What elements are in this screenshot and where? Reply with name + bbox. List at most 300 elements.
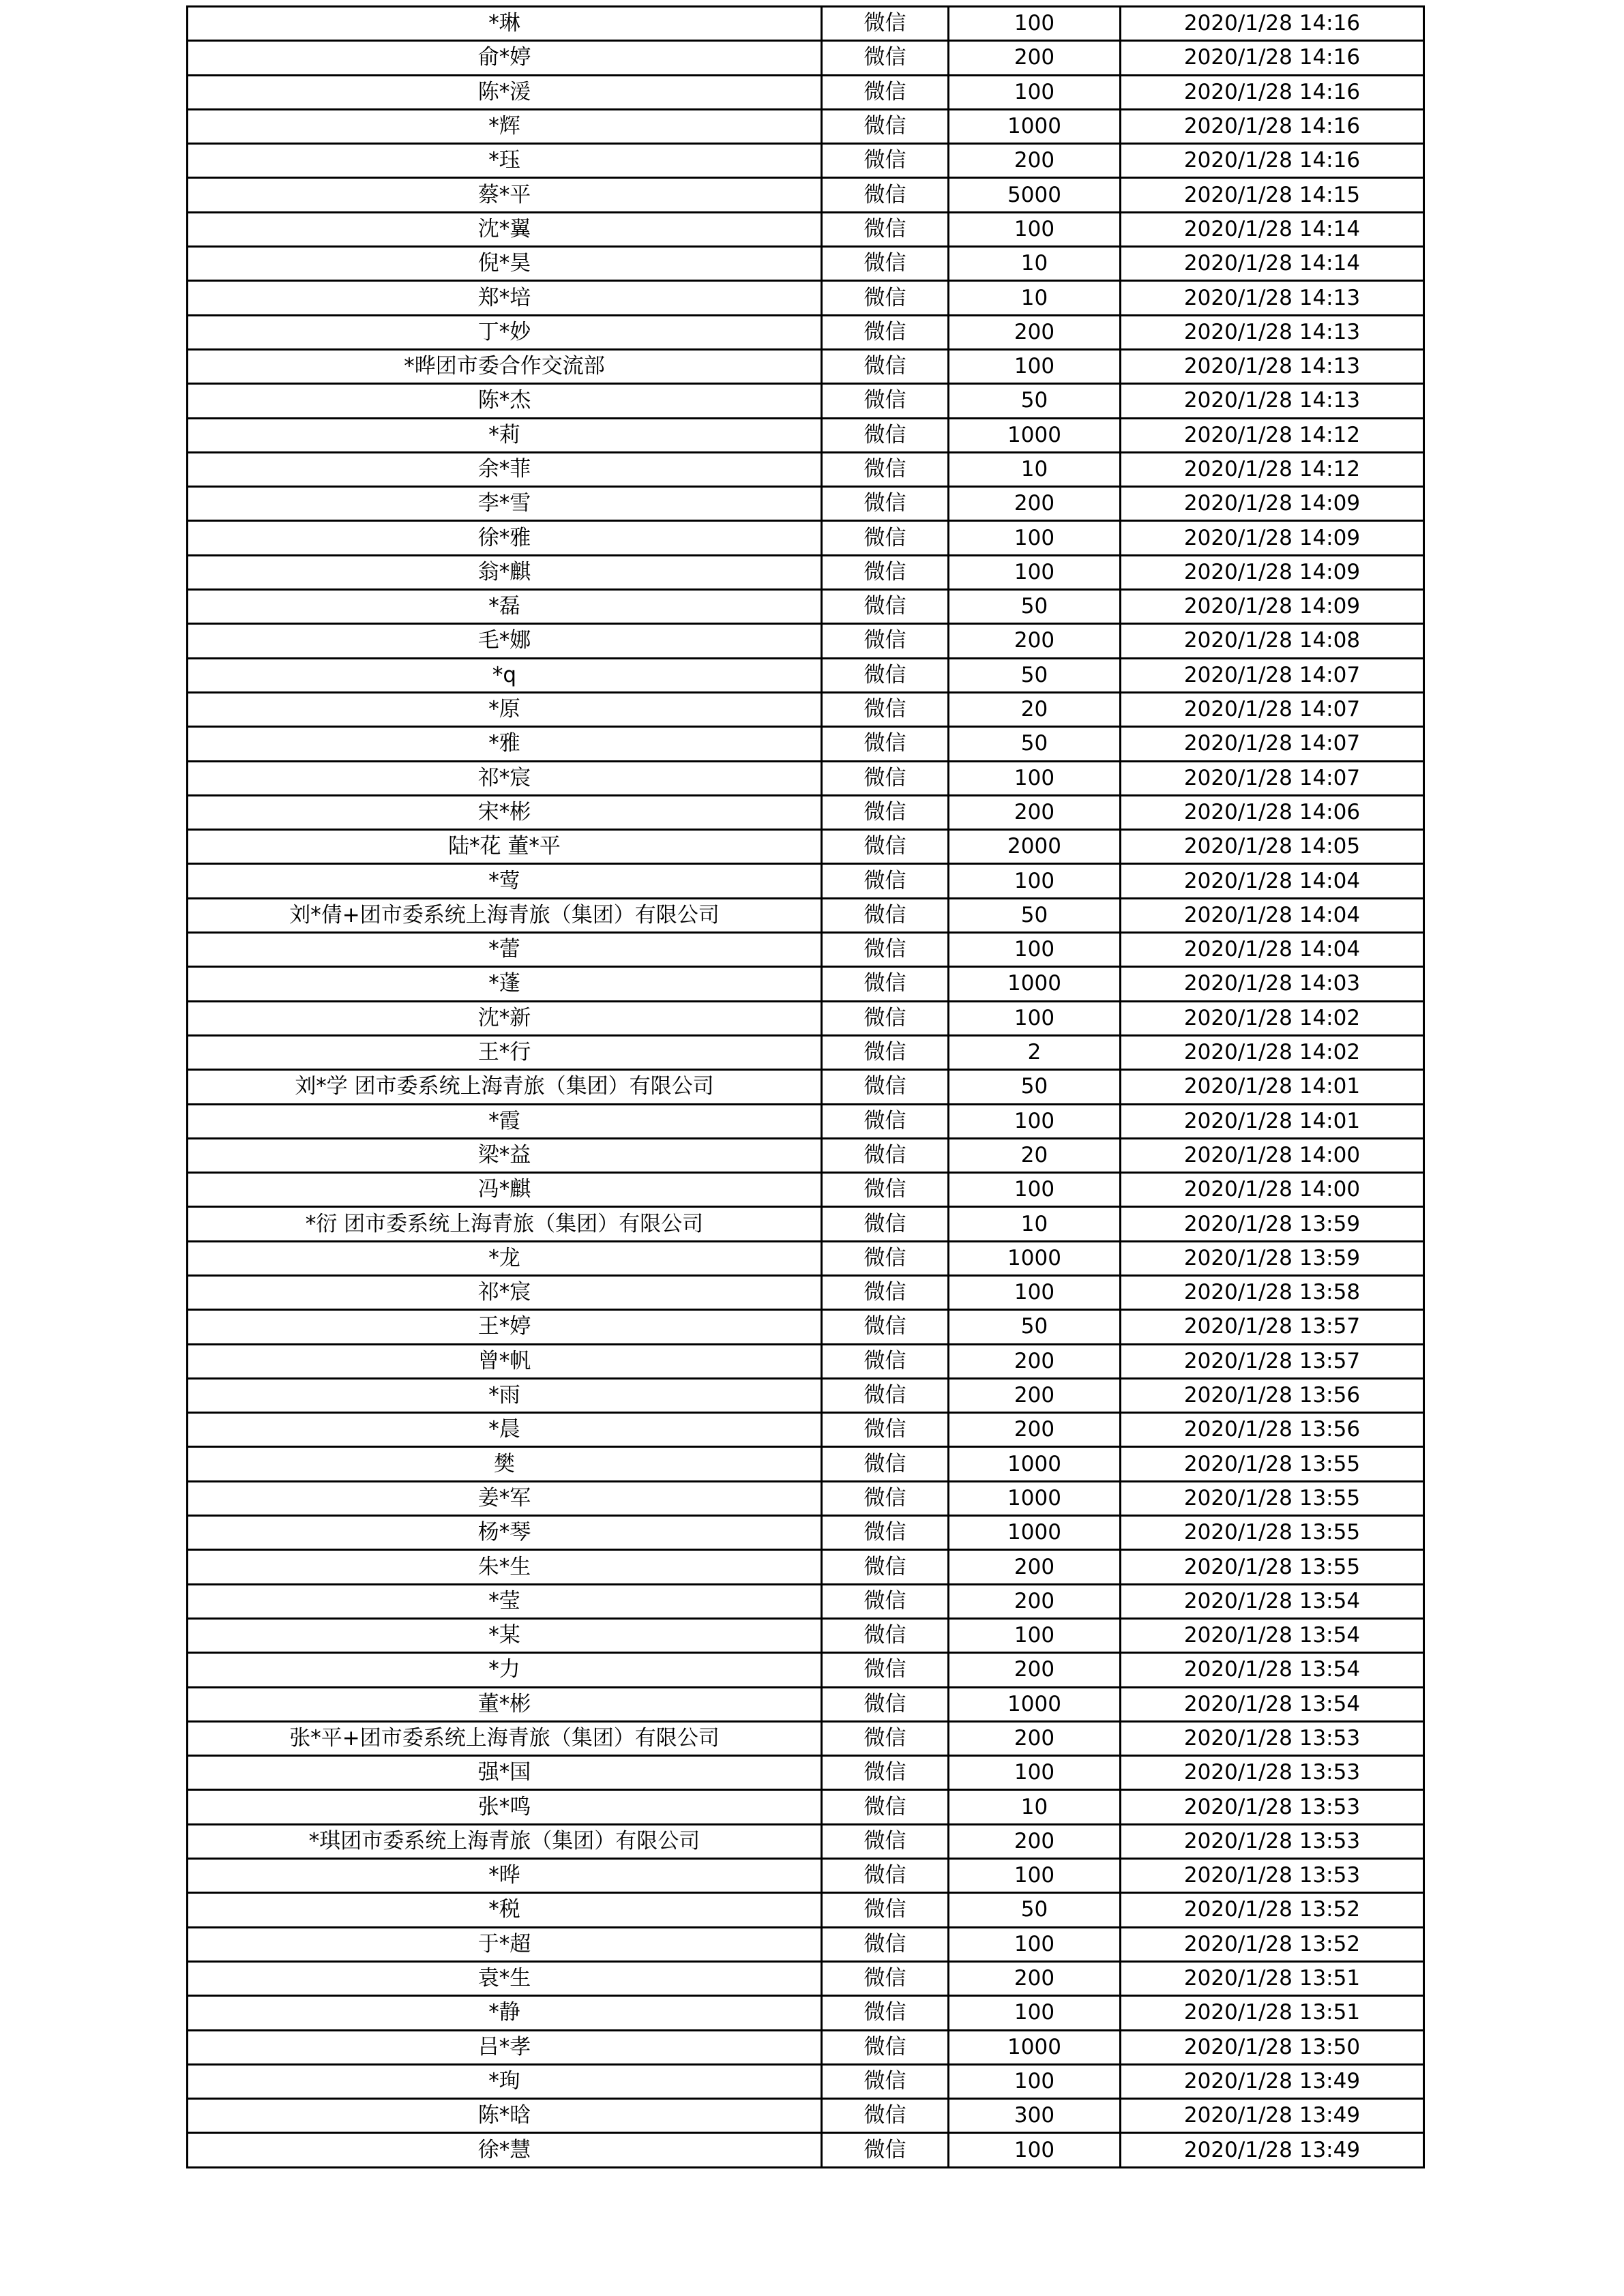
payment-method-cell: 微信 — [822, 1241, 949, 1275]
table-row — [188, 1927, 1424, 1961]
timestamp-cell: 2020/1/28 13:58 — [1121, 1275, 1424, 1309]
amount-cell: 2 — [949, 1035, 1121, 1069]
payment-method-cell: 微信 — [822, 1721, 949, 1755]
table-row — [188, 247, 1424, 281]
payment-method-cell: 微信 — [822, 933, 949, 967]
amount-cell: 50 — [949, 1310, 1121, 1344]
payment-method-cell: 微信 — [822, 1824, 949, 1858]
donor-name-cell: 张*平+团市委系统上海青旅（集团）有限公司 — [188, 1721, 822, 1755]
amount-cell: 1000 — [949, 109, 1121, 143]
table-row — [188, 898, 1424, 932]
donor-name-cell: *磊 — [188, 590, 822, 624]
amount-cell: 1000 — [949, 1516, 1121, 1550]
donor-name-cell: *蕾 — [188, 933, 822, 967]
timestamp-cell: 2020/1/28 13:57 — [1121, 1310, 1424, 1344]
donor-name-cell: 张*鸣 — [188, 1790, 822, 1824]
table-row — [188, 1310, 1424, 1344]
timestamp-cell: 2020/1/28 13:57 — [1121, 1344, 1424, 1378]
donor-name-cell: *晨 — [188, 1413, 822, 1447]
table-row — [188, 692, 1424, 726]
donor-name-cell: 陈*晗 — [188, 2099, 822, 2133]
payment-method-cell: 微信 — [822, 212, 949, 246]
donor-name-cell: 梁*益 — [188, 1138, 822, 1172]
amount-cell: 100 — [949, 349, 1121, 383]
amount-cell: 10 — [949, 1790, 1121, 1824]
table-row — [188, 795, 1424, 829]
amount-cell: 100 — [949, 521, 1121, 555]
timestamp-cell: 2020/1/28 14:06 — [1121, 795, 1424, 829]
timestamp-cell: 2020/1/28 14:07 — [1121, 761, 1424, 795]
payment-method-cell: 微信 — [822, 795, 949, 829]
timestamp-cell: 2020/1/28 14:13 — [1121, 281, 1424, 315]
donor-name-cell: *莹 — [188, 1584, 822, 1618]
amount-cell: 50 — [949, 590, 1121, 624]
timestamp-cell: 2020/1/28 14:08 — [1121, 624, 1424, 658]
amount-cell: 50 — [949, 727, 1121, 761]
payment-method-cell: 微信 — [822, 349, 949, 383]
amount-cell: 100 — [949, 75, 1121, 109]
donor-name-cell: 丁*妙 — [188, 315, 822, 349]
timestamp-cell: 2020/1/28 13:54 — [1121, 1653, 1424, 1687]
timestamp-cell: 2020/1/28 14:16 — [1121, 41, 1424, 75]
timestamp-cell: 2020/1/28 14:13 — [1121, 384, 1424, 418]
donor-name-cell: *琳 — [188, 7, 822, 41]
table-row — [188, 1070, 1424, 1104]
payment-method-cell: 微信 — [822, 2064, 949, 2098]
table-row — [188, 1996, 1424, 2030]
payment-method-cell: 微信 — [822, 1996, 949, 2030]
donor-name-cell: 俞*婷 — [188, 41, 822, 75]
donor-name-cell: 陈*湲 — [188, 75, 822, 109]
payment-method-cell: 微信 — [822, 555, 949, 589]
payment-method-cell: 微信 — [822, 898, 949, 932]
table-row — [188, 1893, 1424, 1927]
amount-cell: 100 — [949, 555, 1121, 589]
table-row — [188, 1481, 1424, 1515]
payment-method-cell: 微信 — [822, 1653, 949, 1687]
amount-cell: 200 — [949, 795, 1121, 829]
timestamp-cell: 2020/1/28 14:15 — [1121, 178, 1424, 212]
amount-cell: 1000 — [949, 967, 1121, 1001]
payment-method-cell: 微信 — [822, 1310, 949, 1344]
timestamp-cell: 2020/1/28 13:55 — [1121, 1550, 1424, 1584]
timestamp-cell: 2020/1/28 14:14 — [1121, 212, 1424, 246]
table-row — [188, 1344, 1424, 1378]
timestamp-cell: 2020/1/28 13:53 — [1121, 1859, 1424, 1893]
table-row — [188, 418, 1424, 452]
table-row — [188, 727, 1424, 761]
table-row — [188, 1961, 1424, 1995]
donor-name-cell: *力 — [188, 1653, 822, 1687]
payment-method-cell: 微信 — [822, 452, 949, 486]
donor-name-cell: *珣 — [188, 2064, 822, 2098]
donor-name-cell: 吕*孝 — [188, 2030, 822, 2064]
amount-cell: 10 — [949, 281, 1121, 315]
table-row — [188, 1378, 1424, 1412]
table-row — [188, 1687, 1424, 1721]
amount-cell: 50 — [949, 658, 1121, 692]
timestamp-cell: 2020/1/28 13:59 — [1121, 1207, 1424, 1241]
payment-method-cell: 微信 — [822, 315, 949, 349]
payment-method-cell: 微信 — [822, 144, 949, 178]
table-row — [188, 349, 1424, 383]
donor-name-cell: *莉 — [188, 418, 822, 452]
payment-method-cell: 微信 — [822, 418, 949, 452]
table-row — [188, 7, 1424, 41]
payment-method-cell: 微信 — [822, 487, 949, 521]
payment-method-cell: 微信 — [822, 2030, 949, 2064]
amount-cell: 200 — [949, 144, 1121, 178]
payment-method-cell: 微信 — [822, 384, 949, 418]
donor-name-cell: 徐*雅 — [188, 521, 822, 555]
donor-name-cell: 陆*花 董*平 — [188, 830, 822, 864]
timestamp-cell: 2020/1/28 14:12 — [1121, 418, 1424, 452]
table-row — [188, 75, 1424, 109]
amount-cell: 20 — [949, 692, 1121, 726]
donor-name-cell: 曾*帆 — [188, 1344, 822, 1378]
payment-method-cell: 微信 — [822, 1207, 949, 1241]
table-row — [188, 452, 1424, 486]
donor-name-cell: 余*菲 — [188, 452, 822, 486]
amount-cell: 200 — [949, 624, 1121, 658]
donor-name-cell: *珏 — [188, 144, 822, 178]
table-row — [188, 1756, 1424, 1790]
table-row — [188, 864, 1424, 898]
table-row — [188, 555, 1424, 589]
timestamp-cell: 2020/1/28 14:14 — [1121, 247, 1424, 281]
table-row — [188, 2133, 1424, 2167]
amount-cell: 1000 — [949, 418, 1121, 452]
table-row — [188, 384, 1424, 418]
amount-cell: 5000 — [949, 178, 1121, 212]
amount-cell: 10 — [949, 452, 1121, 486]
timestamp-cell: 2020/1/28 14:12 — [1121, 452, 1424, 486]
table-row — [188, 1275, 1424, 1309]
table-row — [188, 2099, 1424, 2133]
donor-name-cell: 祁*宸 — [188, 761, 822, 795]
amount-cell: 10 — [949, 247, 1121, 281]
timestamp-cell: 2020/1/28 14:13 — [1121, 315, 1424, 349]
timestamp-cell: 2020/1/28 14:00 — [1121, 1173, 1424, 1207]
timestamp-cell: 2020/1/28 13:52 — [1121, 1927, 1424, 1961]
timestamp-cell: 2020/1/28 14:04 — [1121, 864, 1424, 898]
timestamp-cell: 2020/1/28 13:55 — [1121, 1516, 1424, 1550]
payment-method-cell: 微信 — [822, 75, 949, 109]
table-row — [188, 1241, 1424, 1275]
amount-cell: 100 — [949, 864, 1121, 898]
payment-method-cell: 微信 — [822, 41, 949, 75]
donor-name-cell: 陈*杰 — [188, 384, 822, 418]
table-row — [188, 212, 1424, 246]
donor-name-cell: 郑*培 — [188, 281, 822, 315]
timestamp-cell: 2020/1/28 13:53 — [1121, 1824, 1424, 1858]
table-row — [188, 658, 1424, 692]
donor-name-cell: 朱*生 — [188, 1550, 822, 1584]
timestamp-cell: 2020/1/28 13:52 — [1121, 1893, 1424, 1927]
amount-cell: 200 — [949, 1378, 1121, 1412]
payment-method-cell: 微信 — [822, 1790, 949, 1824]
amount-cell: 300 — [949, 2099, 1121, 2133]
timestamp-cell: 2020/1/28 14:02 — [1121, 1035, 1424, 1069]
amount-cell: 1000 — [949, 1481, 1121, 1515]
table-row — [188, 2030, 1424, 2064]
table-row — [188, 1859, 1424, 1893]
timestamp-cell: 2020/1/28 13:53 — [1121, 1721, 1424, 1755]
timestamp-cell: 2020/1/28 13:50 — [1121, 2030, 1424, 2064]
payment-method-cell: 微信 — [822, 521, 949, 555]
table-row — [188, 1550, 1424, 1584]
table-row — [188, 1447, 1424, 1481]
amount-cell: 100 — [949, 1275, 1121, 1309]
donor-name-cell: 祁*宸 — [188, 1275, 822, 1309]
donor-name-cell: 王*行 — [188, 1035, 822, 1069]
timestamp-cell: 2020/1/28 14:16 — [1121, 144, 1424, 178]
table-row — [188, 933, 1424, 967]
payment-method-cell: 微信 — [822, 7, 949, 41]
donor-name-cell: *蓬 — [188, 967, 822, 1001]
amount-cell: 200 — [949, 1550, 1121, 1584]
amount-cell: 50 — [949, 1893, 1121, 1927]
timestamp-cell: 2020/1/28 13:54 — [1121, 1618, 1424, 1652]
payment-method-cell: 微信 — [822, 590, 949, 624]
timestamp-cell: 2020/1/28 13:49 — [1121, 2133, 1424, 2167]
table-row — [188, 1001, 1424, 1035]
payment-method-cell: 微信 — [822, 1927, 949, 1961]
payment-method-cell: 微信 — [822, 109, 949, 143]
table-row — [188, 1104, 1424, 1138]
payment-method-cell: 微信 — [822, 1481, 949, 1515]
payment-method-cell: 微信 — [822, 658, 949, 692]
amount-cell: 100 — [949, 1173, 1121, 1207]
amount-cell: 1000 — [949, 1241, 1121, 1275]
amount-cell: 200 — [949, 1824, 1121, 1858]
timestamp-cell: 2020/1/28 14:09 — [1121, 590, 1424, 624]
table-row — [188, 1790, 1424, 1824]
donor-name-cell: *莺 — [188, 864, 822, 898]
donor-name-cell: 毛*娜 — [188, 624, 822, 658]
table-row — [188, 178, 1424, 212]
table-row — [188, 521, 1424, 555]
table-row — [188, 1618, 1424, 1652]
amount-cell: 200 — [949, 1961, 1121, 1995]
timestamp-cell: 2020/1/28 14:04 — [1121, 933, 1424, 967]
amount-cell: 100 — [949, 2133, 1121, 2167]
amount-cell: 100 — [949, 1618, 1121, 1652]
amount-cell: 200 — [949, 1653, 1121, 1687]
donor-name-cell: 倪*昊 — [188, 247, 822, 281]
payment-method-cell: 微信 — [822, 1859, 949, 1893]
donor-name-cell: 姜*军 — [188, 1481, 822, 1515]
donor-name-cell: 冯*麒 — [188, 1173, 822, 1207]
timestamp-cell: 2020/1/28 13:51 — [1121, 1996, 1424, 2030]
donor-name-cell: *龙 — [188, 1241, 822, 1275]
table-row — [188, 590, 1424, 624]
donor-name-cell: 宋*彬 — [188, 795, 822, 829]
payment-method-cell: 微信 — [822, 1550, 949, 1584]
timestamp-cell: 2020/1/28 13:51 — [1121, 1961, 1424, 1995]
donor-name-cell: *辉 — [188, 109, 822, 143]
amount-cell: 100 — [949, 1927, 1121, 1961]
donor-name-cell: *琪团市委系统上海青旅（集团）有限公司 — [188, 1824, 822, 1858]
amount-cell: 100 — [949, 761, 1121, 795]
table-row — [188, 1138, 1424, 1172]
donor-name-cell: 董*彬 — [188, 1687, 822, 1721]
amount-cell: 50 — [949, 1070, 1121, 1104]
timestamp-cell: 2020/1/28 14:07 — [1121, 658, 1424, 692]
timestamp-cell: 2020/1/28 13:56 — [1121, 1378, 1424, 1412]
payment-method-cell: 微信 — [822, 624, 949, 658]
amount-cell: 100 — [949, 7, 1121, 41]
table-row — [188, 1413, 1424, 1447]
donor-name-cell: *霞 — [188, 1104, 822, 1138]
amount-cell: 200 — [949, 1721, 1121, 1755]
timestamp-cell: 2020/1/28 13:54 — [1121, 1584, 1424, 1618]
table-row — [188, 1035, 1424, 1069]
payment-method-cell: 微信 — [822, 1035, 949, 1069]
donor-name-cell: *原 — [188, 692, 822, 726]
donor-name-cell: 蔡*平 — [188, 178, 822, 212]
amount-cell: 100 — [949, 933, 1121, 967]
donor-name-cell: 沈*新 — [188, 1001, 822, 1035]
donor-name-cell: 强*国 — [188, 1756, 822, 1790]
amount-cell: 2000 — [949, 830, 1121, 864]
table-row — [188, 1173, 1424, 1207]
timestamp-cell: 2020/1/28 14:03 — [1121, 967, 1424, 1001]
donor-name-cell: *税 — [188, 1893, 822, 1927]
timestamp-cell: 2020/1/28 14:16 — [1121, 75, 1424, 109]
donor-name-cell: 刘*学 团市委系统上海青旅（集团）有限公司 — [188, 1070, 822, 1104]
amount-cell: 50 — [949, 384, 1121, 418]
payment-method-cell: 微信 — [822, 1138, 949, 1172]
amount-cell: 200 — [949, 487, 1121, 521]
donor-name-cell: 杨*琴 — [188, 1516, 822, 1550]
payment-method-cell: 微信 — [822, 1447, 949, 1481]
timestamp-cell: 2020/1/28 14:16 — [1121, 7, 1424, 41]
table-row — [188, 1653, 1424, 1687]
payment-method-cell: 微信 — [822, 1173, 949, 1207]
payment-method-cell: 微信 — [822, 1961, 949, 1995]
timestamp-cell: 2020/1/28 13:54 — [1121, 1687, 1424, 1721]
donor-name-cell: 徐*慧 — [188, 2133, 822, 2167]
amount-cell: 50 — [949, 898, 1121, 932]
amount-cell: 100 — [949, 1001, 1121, 1035]
payment-method-cell: 微信 — [822, 1070, 949, 1104]
payment-method-cell: 微信 — [822, 1378, 949, 1412]
donor-name-cell: *静 — [188, 1996, 822, 2030]
payment-method-cell: 微信 — [822, 1687, 949, 1721]
amount-cell: 100 — [949, 212, 1121, 246]
table-row — [188, 2064, 1424, 2098]
timestamp-cell: 2020/1/28 14:09 — [1121, 487, 1424, 521]
table-row — [188, 1207, 1424, 1241]
payment-method-cell: 微信 — [822, 281, 949, 315]
payment-method-cell: 微信 — [822, 1516, 949, 1550]
timestamp-cell: 2020/1/28 14:01 — [1121, 1070, 1424, 1104]
amount-cell: 100 — [949, 2064, 1121, 2098]
donor-name-cell: 翁*麒 — [188, 555, 822, 589]
amount-cell: 200 — [949, 1584, 1121, 1618]
payment-method-cell: 微信 — [822, 1756, 949, 1790]
payment-method-cell: 微信 — [822, 761, 949, 795]
donor-name-cell: 于*超 — [188, 1927, 822, 1961]
donor-name-cell: 李*雪 — [188, 487, 822, 521]
payment-method-cell: 微信 — [822, 830, 949, 864]
table-row — [188, 1824, 1424, 1858]
amount-cell: 10 — [949, 1207, 1121, 1241]
donation-table — [186, 5, 1425, 2168]
timestamp-cell: 2020/1/28 13:56 — [1121, 1413, 1424, 1447]
payment-method-cell: 微信 — [822, 1413, 949, 1447]
donor-name-cell: *衍 团市委系统上海青旅（集团）有限公司 — [188, 1207, 822, 1241]
amount-cell: 1000 — [949, 1447, 1121, 1481]
payment-method-cell: 微信 — [822, 1893, 949, 1927]
payment-method-cell: 微信 — [822, 1275, 949, 1309]
timestamp-cell: 2020/1/28 13:55 — [1121, 1481, 1424, 1515]
payment-method-cell: 微信 — [822, 1001, 949, 1035]
payment-method-cell: 微信 — [822, 2099, 949, 2133]
amount-cell: 200 — [949, 315, 1121, 349]
timestamp-cell: 2020/1/28 14:07 — [1121, 727, 1424, 761]
timestamp-cell: 2020/1/28 14:09 — [1121, 521, 1424, 555]
timestamp-cell: 2020/1/28 14:13 — [1121, 349, 1424, 383]
timestamp-cell: 2020/1/28 13:53 — [1121, 1790, 1424, 1824]
table-row — [188, 144, 1424, 178]
table-row — [188, 830, 1424, 864]
payment-method-cell: 微信 — [822, 727, 949, 761]
payment-method-cell: 微信 — [822, 1104, 949, 1138]
payment-method-cell: 微信 — [822, 1584, 949, 1618]
donor-name-cell: *雅 — [188, 727, 822, 761]
donor-name-cell: *某 — [188, 1618, 822, 1652]
payment-method-cell: 微信 — [822, 247, 949, 281]
donor-name-cell: 袁*生 — [188, 1961, 822, 1995]
amount-cell: 100 — [949, 1859, 1121, 1893]
table-row — [188, 1584, 1424, 1618]
timestamp-cell: 2020/1/28 14:02 — [1121, 1001, 1424, 1035]
timestamp-cell: 2020/1/28 13:55 — [1121, 1447, 1424, 1481]
timestamp-cell: 2020/1/28 14:05 — [1121, 830, 1424, 864]
table-row — [188, 109, 1424, 143]
payment-method-cell: 微信 — [822, 692, 949, 726]
table-body — [188, 7, 1424, 2168]
donor-name-cell: 樊 — [188, 1447, 822, 1481]
amount-cell: 20 — [949, 1138, 1121, 1172]
payment-method-cell: 微信 — [822, 864, 949, 898]
timestamp-cell: 2020/1/28 14:07 — [1121, 692, 1424, 726]
donor-name-cell: *q — [188, 658, 822, 692]
donor-name-cell: *雨 — [188, 1378, 822, 1412]
amount-cell: 100 — [949, 1104, 1121, 1138]
table-row — [188, 1516, 1424, 1550]
table-row — [188, 281, 1424, 315]
timestamp-cell: 2020/1/28 14:04 — [1121, 898, 1424, 932]
donor-name-cell: *晔 — [188, 1859, 822, 1893]
amount-cell: 200 — [949, 41, 1121, 75]
donor-name-cell: 王*婷 — [188, 1310, 822, 1344]
amount-cell: 100 — [949, 1996, 1121, 2030]
payment-method-cell: 微信 — [822, 967, 949, 1001]
table-row — [188, 487, 1424, 521]
payment-method-cell: 微信 — [822, 1344, 949, 1378]
timestamp-cell: 2020/1/28 14:16 — [1121, 109, 1424, 143]
timestamp-cell: 2020/1/28 13:49 — [1121, 2064, 1424, 2098]
amount-cell: 1000 — [949, 1687, 1121, 1721]
timestamp-cell: 2020/1/28 13:49 — [1121, 2099, 1424, 2133]
donor-name-cell: 沈*翼 — [188, 212, 822, 246]
timestamp-cell: 2020/1/28 13:53 — [1121, 1756, 1424, 1790]
timestamp-cell: 2020/1/28 14:00 — [1121, 1138, 1424, 1172]
payment-method-cell: 微信 — [822, 1618, 949, 1652]
